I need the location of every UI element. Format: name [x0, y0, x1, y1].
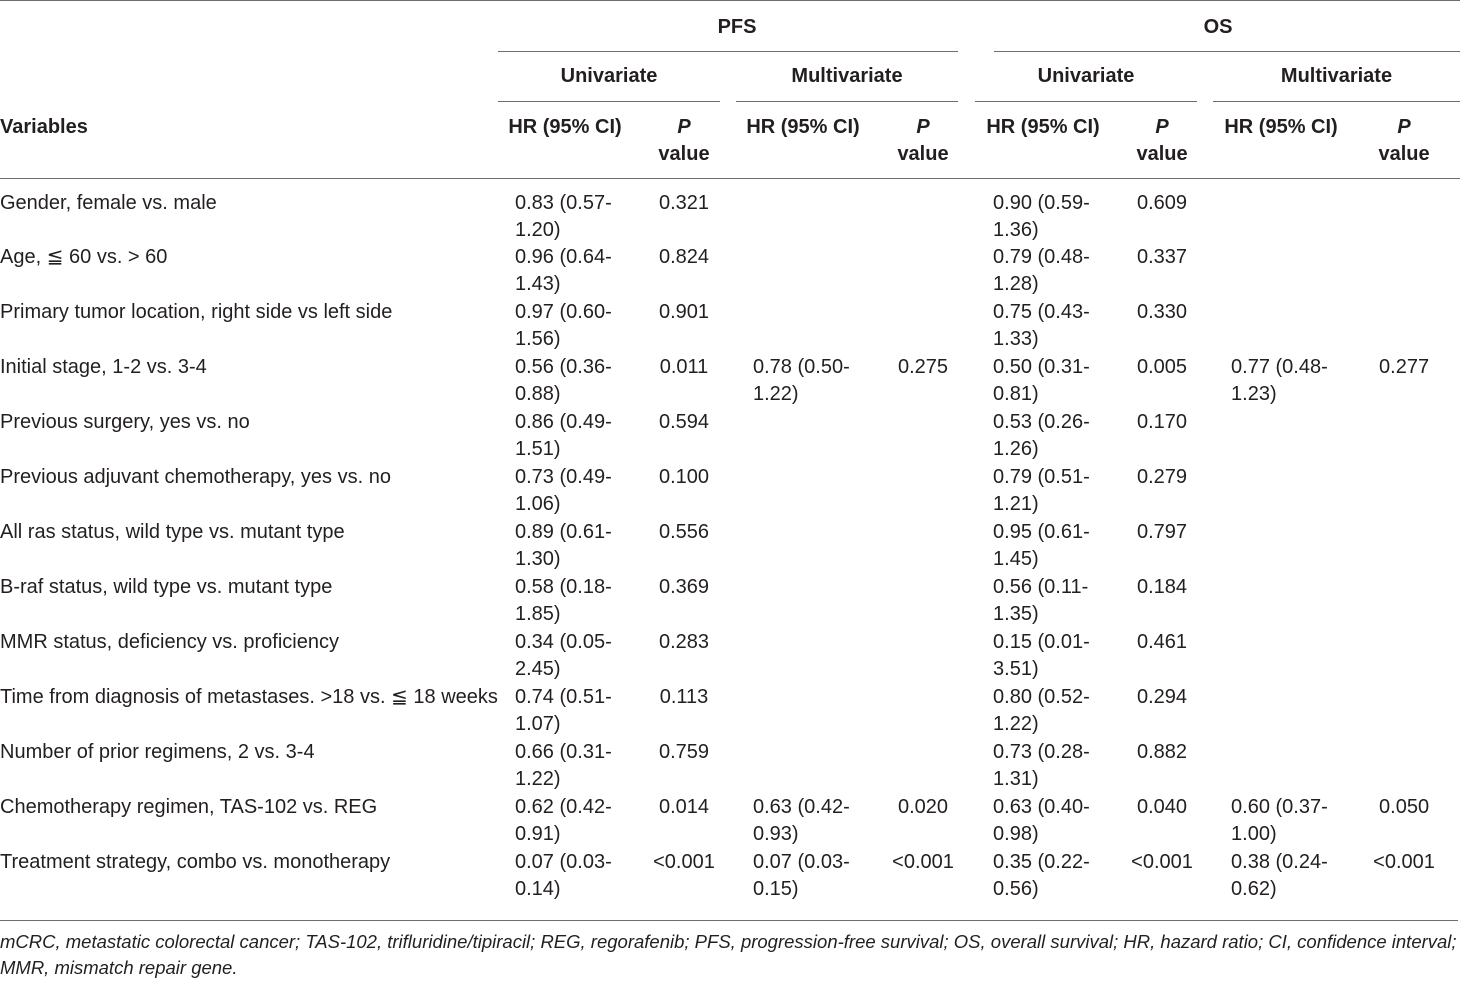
- table-row: [0, 739, 1460, 794]
- os-multi-hr-cell: [1214, 244, 1348, 299]
- os-multi-hr-cell: [1214, 629, 1348, 684]
- os-uni-p-cell: 0.184: [1137, 576, 1188, 598]
- os-multi-p-cell: [1348, 464, 1460, 519]
- os-uni-p-cell: 0.005: [1137, 356, 1188, 378]
- variable-cell: Primary tumor location, right side vs left side: [0, 301, 393, 323]
- variable-cell: Treatment strategy, combo vs. monotherapy: [0, 851, 391, 873]
- os-uni-p-cell: 0.294: [1137, 686, 1188, 708]
- os-multi-p-cell: 0.050: [1379, 796, 1430, 818]
- pfs-multi-hr-cell: 0.07 (0.03- 0.15): [753, 851, 850, 900]
- os-header: OS: [1203, 16, 1233, 38]
- os-uni-p-cell: 0.279: [1137, 466, 1188, 488]
- table-row: [0, 794, 1460, 849]
- pfs-uni-p-cell: 0.824: [658, 246, 710, 268]
- os-uni-hr-cell: 0.79 (0.48- 1.28): [993, 246, 1090, 295]
- os-uni-p-cell: 0.330: [1137, 301, 1188, 323]
- pfs-uni-p-cell: 0.283: [658, 631, 710, 653]
- table-row: [0, 684, 1460, 739]
- pfs-multi-p-cell: [870, 519, 976, 574]
- pfs-multi-p-cell: [870, 179, 976, 245]
- pfs-uni-hr-cell: 0.97 (0.60- 1.56): [515, 301, 612, 350]
- pfs-multi-hr-cell: [736, 574, 870, 629]
- pfs-multi-hr-header: HR (95% CI): [736, 101, 870, 179]
- os-multi-hr-cell: 0.60 (0.37- 1.00): [1231, 796, 1328, 845]
- os-multi-p-header: P value: [1348, 101, 1460, 179]
- pfs-uni-hr-cell: 0.74 (0.51- 1.07): [515, 686, 612, 735]
- variable-cell: Chemotherapy regimen, TAS-102 vs. REG: [0, 796, 378, 818]
- pfs-multi-hr-cell: [736, 244, 870, 299]
- pfs-header: PFS: [717, 16, 757, 38]
- variable-cell: All ras status, wild type vs. mutant type: [0, 521, 345, 543]
- variable-cell: Time from diagnosis of metastases. >18 vs. ≦ 18 weeks: [0, 686, 498, 708]
- os-uni-hr-cell: 0.15 (0.01- 3.51): [993, 631, 1090, 680]
- variable-cell: Previous surgery, yes vs. no: [0, 411, 250, 433]
- pfs-uni-hr-cell: 0.58 (0.18- 1.85): [515, 576, 612, 625]
- pfs-multi-p-cell: [870, 464, 976, 519]
- pfs-multi-hr-cell: 0.63 (0.42- 0.93): [753, 796, 850, 845]
- variable-cell: Previous adjuvant chemotherapy, yes vs. no: [0, 466, 391, 488]
- os-uni-p-cell: <0.001: [1131, 851, 1193, 873]
- pfs-multi-hr-cell: [736, 299, 870, 354]
- os-uni-p-cell: 0.040: [1137, 796, 1188, 818]
- os-multi-hr-cell: [1214, 684, 1348, 739]
- os-uni-p-cell: 0.882: [1137, 741, 1188, 763]
- os-multi-hr-header: HR (95% CI): [1214, 101, 1348, 179]
- os-multi-p-cell: [1348, 574, 1460, 629]
- variable-cell: Age, ≦ 60 vs. > 60: [0, 246, 168, 268]
- pfs-uni-hr-cell: 0.34 (0.05- 2.45): [515, 631, 612, 680]
- table-row: [0, 629, 1460, 684]
- os-uni-hr-cell: 0.56 (0.11- 1.35): [993, 576, 1089, 625]
- pfs-multi-p-header: P value: [870, 101, 976, 179]
- pfs-uni-p-cell: 0.011: [659, 356, 709, 378]
- pfs-multi-p-cell: [870, 739, 976, 794]
- pfs-uni-p-cell: 0.113: [659, 686, 709, 708]
- pfs-univariate-header: Univariate: [560, 64, 658, 87]
- pfs-multi-p-cell: [870, 409, 976, 464]
- os-uni-p-cell: 0.461: [1137, 631, 1188, 653]
- os-multi-p-cell: [1348, 684, 1460, 739]
- variable-cell: Gender, female vs. male: [0, 192, 217, 214]
- pfs-uni-p-cell: 0.594: [658, 411, 710, 433]
- variables-header: Variables: [0, 101, 498, 179]
- os-multi-p-cell: [1348, 409, 1460, 464]
- pfs-multi-hr-cell: [736, 409, 870, 464]
- os-multi-hr-cell: [1214, 409, 1348, 464]
- pfs-multi-p-cell: 0.020: [897, 796, 949, 818]
- pfs-multi-hr-cell: [736, 684, 870, 739]
- table-row: [0, 299, 1460, 354]
- table-row: [0, 244, 1460, 299]
- pfs-multi-p-cell: [870, 244, 976, 299]
- pfs-uni-hr-cell: 0.62 (0.42- 0.91): [515, 796, 612, 845]
- variable-cell: Initial stage, 1-2 vs. 3-4: [0, 356, 207, 378]
- variable-cell: B-raf status, wild type vs. mutant type: [0, 576, 333, 598]
- pfs-uni-p-cell: 0.759: [658, 741, 710, 763]
- table-row: [0, 519, 1460, 574]
- os-multi-hr-cell: [1214, 179, 1348, 245]
- os-uni-hr-cell: 0.80 (0.52- 1.22): [993, 686, 1090, 735]
- os-univariate-header: Univariate: [1037, 64, 1135, 87]
- pfs-uni-p-cell: 0.369: [658, 576, 710, 598]
- pfs-uni-p-cell: 0.556: [658, 521, 710, 543]
- pfs-uni-p-cell: 0.321: [658, 192, 710, 214]
- os-uni-hr-cell: 0.63 (0.40- 0.98): [993, 796, 1090, 845]
- variable-cell: Number of prior regimens, 2 vs. 3-4: [0, 741, 315, 763]
- pfs-multi-hr-cell: [736, 464, 870, 519]
- os-multi-p-cell: [1348, 519, 1460, 574]
- os-multi-hr-cell: [1214, 464, 1348, 519]
- os-multi-p-cell: [1348, 299, 1460, 354]
- pfs-multi-hr-cell: 0.78 (0.50- 1.22): [753, 356, 850, 405]
- pfs-uni-hr-cell: 0.66 (0.31- 1.22): [515, 741, 612, 790]
- variable-cell: MMR status, deficiency vs. proficiency: [0, 631, 339, 653]
- pfs-multi-hr-cell: [736, 179, 870, 245]
- pfs-uni-hr-cell: 0.07 (0.03- 0.14): [515, 851, 612, 900]
- os-multi-p-cell: <0.001: [1373, 851, 1435, 873]
- os-multi-p-cell: [1348, 244, 1460, 299]
- table-row: [0, 849, 1460, 904]
- pfs-uni-hr-cell: 0.89 (0.61- 1.30): [515, 521, 612, 570]
- pfs-uni-hr-cell: 0.86 (0.49- 1.51): [515, 411, 612, 460]
- os-multi-p-cell: 0.277: [1379, 356, 1430, 378]
- os-uni-hr-cell: 0.79 (0.51- 1.21): [993, 466, 1090, 515]
- pfs-uni-hr-cell: 0.73 (0.49- 1.06): [515, 466, 612, 515]
- os-multivariate-header: Multivariate: [1280, 64, 1393, 87]
- pfs-uni-hr-cell: 0.83 (0.57- 1.20): [515, 192, 612, 241]
- pfs-multi-hr-cell: [736, 519, 870, 574]
- pfs-multi-p-cell: [870, 629, 976, 684]
- pfs-uni-p-cell: 0.100: [658, 466, 710, 488]
- pfs-uni-p-cell: 0.014: [658, 796, 710, 818]
- os-uni-p-cell: 0.609: [1137, 192, 1188, 214]
- os-uni-hr-header: HR (95% CI): [976, 101, 1110, 179]
- pfs-multi-hr-cell: [736, 739, 870, 794]
- os-multi-hr-cell: 0.77 (0.48- 1.23): [1231, 356, 1328, 405]
- table-footnote: mCRC, metastatic colorectal cancer; TAS-102, trifluridine/tipiracil; REG, regorafenib; PFS, progression-free survival; OS, overall survival; HR, hazard ratio; CI, confidence interval; MMR, mismatch repair gene.: [0, 920, 1458, 981]
- os-multi-p-cell: [1348, 739, 1460, 794]
- os-multi-p-cell: [1348, 629, 1460, 684]
- os-uni-hr-cell: 0.75 (0.43- 1.33): [993, 301, 1090, 350]
- pfs-multi-p-cell: [870, 299, 976, 354]
- os-multi-hr-cell: [1214, 299, 1348, 354]
- os-uni-p-cell: 0.170: [1137, 411, 1188, 433]
- table-row: [0, 574, 1460, 629]
- table-row: [0, 464, 1460, 519]
- pfs-uni-hr-header: HR (95% CI): [498, 101, 632, 179]
- os-uni-hr-cell: 0.53 (0.26- 1.26): [993, 411, 1090, 460]
- os-uni-hr-cell: 0.95 (0.61- 1.45): [993, 521, 1090, 570]
- pfs-multi-p-cell: 0.275: [897, 356, 949, 378]
- os-uni-p-header: P value: [1110, 101, 1214, 179]
- os-uni-hr-cell: 0.73 (0.28- 1.31): [993, 741, 1090, 790]
- table-row: [0, 354, 1460, 409]
- pfs-multivariate-header: Multivariate: [791, 64, 903, 87]
- pfs-uni-p-cell: 0.901: [658, 301, 710, 323]
- pfs-uni-hr-cell: 0.96 (0.64- 1.43): [515, 246, 612, 295]
- pfs-uni-p-cell: <0.001: [653, 851, 715, 873]
- table-row: [0, 409, 1460, 464]
- os-multi-p-cell: [1348, 179, 1460, 245]
- os-uni-p-cell: 0.337: [1137, 246, 1188, 268]
- os-multi-hr-cell: [1214, 519, 1348, 574]
- pfs-multi-p-cell: <0.001: [892, 851, 954, 873]
- table-body: [0, 179, 1460, 905]
- os-multi-hr-cell: 0.38 (0.24- 0.62): [1231, 851, 1328, 900]
- table-row: [0, 179, 1460, 245]
- os-uni-p-cell: 0.797: [1137, 521, 1188, 543]
- pfs-multi-hr-cell: [736, 629, 870, 684]
- os-multi-hr-cell: [1214, 739, 1348, 794]
- pfs-uni-hr-cell: 0.56 (0.36- 0.88): [515, 356, 612, 405]
- os-uni-hr-cell: 0.50 (0.31- 0.81): [993, 356, 1090, 405]
- os-multi-hr-cell: [1214, 574, 1348, 629]
- os-uni-hr-cell: 0.90 (0.59- 1.36): [993, 192, 1090, 241]
- pfs-multi-p-cell: [870, 684, 976, 739]
- pfs-multi-p-cell: [870, 574, 976, 629]
- os-uni-hr-cell: 0.35 (0.22- 0.56): [993, 851, 1090, 900]
- pfs-uni-p-header: P value: [632, 101, 736, 179]
